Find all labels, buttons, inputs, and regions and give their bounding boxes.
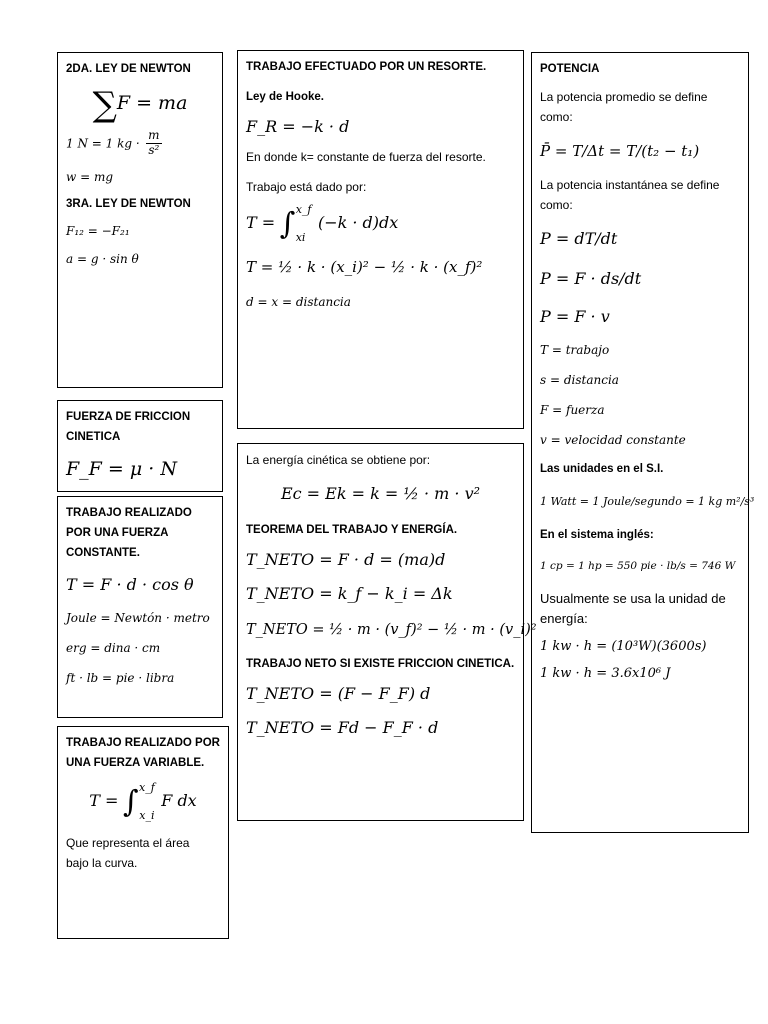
newton-unit-formula: 1 N = 1 kg · $\frac{m}{\text{s²}}$	[66, 128, 160, 157]
third-law-title: 3RA. LEY DE NEWTON	[66, 197, 191, 210]
friction-box	[57, 400, 223, 492]
variable-force-box	[57, 726, 229, 939]
net-work-2: T_NETO = k_f − k_i = Δk	[246, 584, 453, 603]
kwh-intro: Usualmente se usa la unidad de energía:	[540, 591, 726, 626]
watt-formula: 1 Watt = 1 Joule/segundo = 1 kg m²/s³	[540, 495, 755, 508]
variable-work-integral: T = ∫ x_f x_i F dx	[89, 781, 197, 822]
var-distancia: s = distancia	[540, 373, 619, 387]
third-law-formula: F₁₂ = −F₂₁	[66, 223, 130, 238]
kinetic-formula: Ec = Ek = k = ½ · m · v²	[280, 484, 481, 503]
distance-definition: d = x = distancia	[246, 295, 351, 309]
power-box	[531, 52, 755, 833]
newton-fraction: $\frac{m}{\text{s²}}$	[148, 128, 160, 157]
kwh-formula-1: 1 kw · h = (10³W)(3600s)	[540, 639, 707, 654]
work-intro: Trabajo está dado por:	[246, 180, 367, 194]
energy-box	[237, 443, 537, 821]
joule-unit: Joule = Newtón · metro	[66, 611, 210, 625]
constant-work-formula: T = F · d · cos θ	[66, 575, 194, 594]
spring-work-result: T = ½ · k · (x_i)² − ½ · k · (x_f)²	[246, 258, 483, 276]
sum-formula: ∑F = ma	[92, 85, 188, 125]
constant-force-box	[57, 496, 223, 718]
weight-formula: w = mg	[66, 169, 114, 184]
constant-force-title: TRABAJO REALIZADO POR UNA FUERZA CONSTANTE.	[66, 507, 192, 559]
si-units-title: Las unidades en el S.I.	[540, 463, 664, 475]
var-fuerza: F = fuerza	[540, 403, 605, 417]
net-work-3: T_NETO = ½ · m · (v_f)² − ½ · m · (v_i)²	[246, 622, 537, 638]
net-work-4: T_NETO = (F − F_F) d	[246, 684, 431, 703]
spring-integral-limits: x_f xi	[295, 203, 312, 244]
second-law-title: 2DA. LEY DE NEWTON	[66, 63, 191, 75]
var-trabajo: T = trabajo	[540, 343, 610, 357]
area-note: Que representa el área bajo la curva.	[66, 836, 190, 870]
avg-power-intro: La potencia promedio se define como:	[540, 90, 708, 124]
variable-force-title: TRABAJO REALIZADO POR UNA FUERZA VARIABLE.	[66, 737, 220, 769]
integral-limits: x_f x_i	[139, 781, 155, 822]
power-force-v: P = F · v	[540, 307, 610, 326]
power-force-ds: P = F · ds/dt	[540, 269, 642, 288]
erg-unit: erg = dina · cm	[66, 641, 161, 655]
spring-integral: T = ∫ x_f xi (−k · d)dx	[246, 203, 399, 244]
kinetic-intro: La energía cinética se obtiene por:	[246, 453, 431, 467]
inst-power-intro: La potencia instantánea se define como:	[540, 178, 720, 212]
friction-title: FUERZA DE FRICCION CINETICA	[66, 411, 191, 443]
theorem-title: TEOREMA DEL TRABAJO Y ENERGÍA.	[246, 524, 458, 536]
avg-power-formula: P̄ = T/Δt = T/(t₂ − t₁)	[540, 142, 700, 160]
ftlb-unit: ft · lb = pie · libra	[66, 671, 175, 685]
var-velocidad: v = velocidad constante	[540, 433, 686, 447]
hooke-formula: F_R = −k · d	[246, 117, 350, 136]
friction-work-title: TRABAJO NETO SI EXISTE FRICCION CINETICA.	[246, 658, 515, 670]
friction-formula: F_F = μ · N	[66, 458, 177, 480]
power-title: POTENCIA	[540, 63, 600, 75]
hooke-subtitle: Ley de Hooke.	[246, 91, 324, 103]
horsepower-formula: 1 cp = 1 hp = 550 pie · lb/s = 746 W	[540, 560, 736, 572]
net-work-5: T_NETO = Fd − F_F · d	[246, 718, 439, 737]
accel-formula: a = g · sin θ	[66, 251, 139, 266]
kwh-formula-2: 1 kw · h = 3.6x10⁶ J	[540, 666, 671, 681]
newton-laws-box	[57, 52, 223, 388]
k-definition: En donde k= constante de fuerza del resorte.	[246, 150, 486, 164]
spring-title: TRABAJO EFECTUADO POR UN RESORTE.	[246, 61, 487, 73]
english-system-title: En el sistema inglés:	[540, 529, 654, 541]
power-derivative: P = dT/dt	[540, 229, 618, 248]
net-work-1: T_NETO = F · d = (ma)d	[246, 550, 446, 569]
spring-box	[237, 50, 524, 429]
